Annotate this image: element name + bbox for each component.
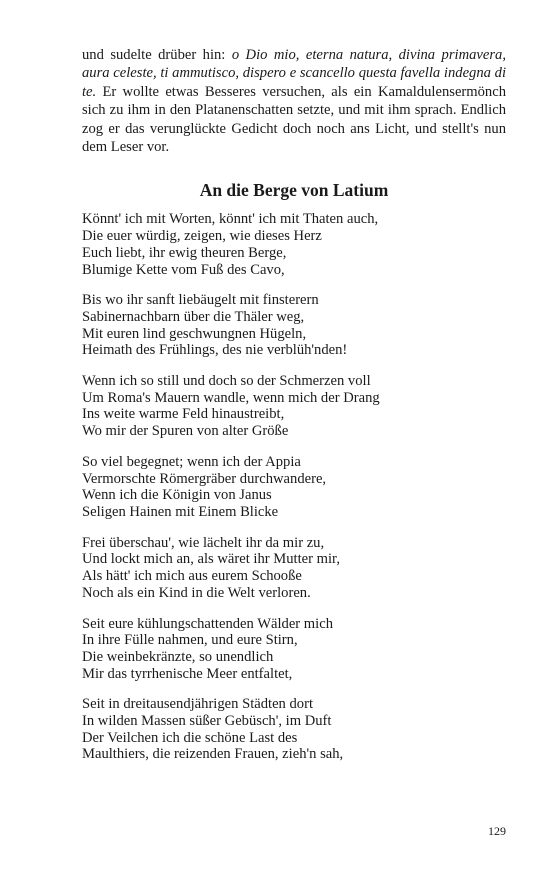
poem-line: Seligen Hainen mit Einem Blicke bbox=[82, 503, 279, 520]
poem-stanza bbox=[82, 535, 506, 602]
poem-line: Vermorschte Römergräber durchwandere, bbox=[82, 470, 327, 487]
poem-stanza bbox=[82, 696, 506, 763]
poem-line: Euch liebt, ihr ewig theuren Berge, bbox=[82, 244, 287, 261]
poem-line: Maulthiers, die reizenden Frauen, zieh'n sah, bbox=[82, 746, 344, 763]
poem-line: Wenn ich so still und doch so der Schmerzen voll bbox=[82, 373, 371, 390]
intro-paragraph bbox=[82, 46, 506, 156]
poem-line: So viel begegnet; wenn ich der Appia bbox=[82, 453, 301, 470]
poem-line: Mit euren lind geschwungnen Hügeln, bbox=[82, 325, 307, 342]
poem-stanza bbox=[82, 373, 506, 440]
poem-title: An die Berge von Latium bbox=[199, 180, 389, 201]
poem-line: Und lockt mich an, als wäret ihr Mutter mir, bbox=[82, 551, 340, 568]
poem-line: Heimath des Frühlings, des nie verblüh'nden! bbox=[82, 342, 348, 359]
poem-line: Die euer würdig, zeigen, wie dieses Herz bbox=[82, 228, 322, 245]
poem-line: Wenn ich die Königin von Janus bbox=[82, 487, 272, 504]
poem-line: In ihre Fülle nahmen, und eure Stirn, bbox=[82, 632, 298, 649]
poem-line: Ins weite warme Feld hinaustreibt, bbox=[82, 406, 285, 423]
poem-line: Um Roma's Mauern wandle, wenn mich der Drang bbox=[82, 389, 380, 406]
poem-line: Noch als ein Kind in die Welt verloren. bbox=[82, 584, 311, 601]
poem-line: Könnt' ich mit Worten, könnt' ich mit Thaten auch, bbox=[82, 211, 379, 228]
poem-line: Seit in dreitausendjährigen Städten dort bbox=[82, 696, 314, 713]
poem-line: Frei überschau', wie lächelt ihr da mir zu, bbox=[82, 534, 325, 551]
poem-stanza bbox=[82, 292, 506, 359]
intro-text-end: Er wollte etwas Besseres versuchen, als ein Kamaldulensermönch sich zu ihm in den Platanenschatten setzte, und mit ihm sprach. Endlich zog er das verunglückte Gedicht doch noch ans Licht, und stellt's nun dem Leser vor. bbox=[82, 83, 506, 156]
poem-line: Sabinernachbarn über die Thäler weg, bbox=[82, 308, 305, 325]
intro-italian-quote: o Dio mio, eterna natura, divina primavera, aura celeste, ti ammutisco, dispero e scancello questa favella indegna di te. bbox=[82, 47, 506, 100]
page-number: 129 bbox=[488, 824, 506, 838]
page-content bbox=[82, 46, 506, 777]
poem-line: Seit eure kühlungschattenden Wälder mich bbox=[82, 615, 333, 632]
poem-line: Wo mir der Spuren von alter Größe bbox=[82, 423, 289, 440]
poem-stanza bbox=[82, 616, 506, 683]
poem-line: Als hätt' ich mich aus eurem Schooße bbox=[82, 568, 302, 585]
poem-stanza bbox=[82, 454, 506, 521]
poem-line: In wilden Massen süßer Gebüsch', im Duft bbox=[82, 713, 332, 730]
poem-line: Mir das tyrrhenische Meer entfaltet, bbox=[82, 665, 293, 682]
poem-line: Bis wo ihr sanft liebäugelt mit finsterern bbox=[82, 292, 319, 309]
poem-stanza bbox=[82, 211, 506, 278]
poem-line: Blumige Kette vom Fuß des Cavo, bbox=[82, 261, 285, 278]
poem-line: Der Veilchen ich die schöne Last des bbox=[82, 729, 298, 746]
poem-body bbox=[82, 211, 506, 763]
poem-line: Die weinbekränzte, so unendlich bbox=[82, 648, 274, 665]
intro-text-start: und sudelte drüber hin: bbox=[82, 47, 232, 63]
